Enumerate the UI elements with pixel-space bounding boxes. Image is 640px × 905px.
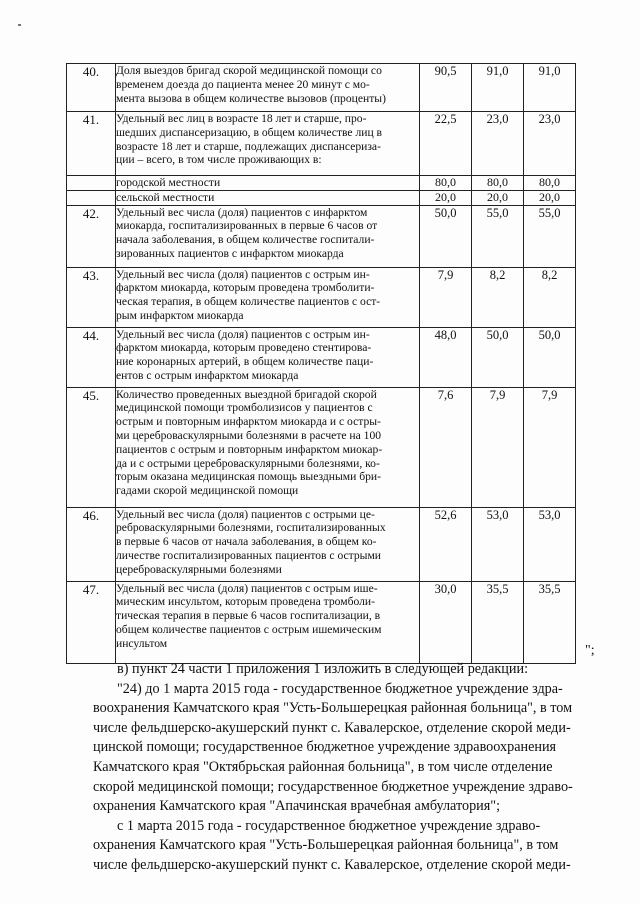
row-number: 43. [67, 267, 116, 327]
table-row [67, 327, 576, 387]
description-line: ми цереброваскулярными болезнями в расчете на 100 [116, 428, 382, 442]
description-line: временем доезда до пациента менее 20 минут с мо- [116, 77, 370, 91]
text-line: с 1 марта 2015 года - государственное бюджетное учреждение здраво- [117, 817, 541, 834]
table-closing-quote: "; [585, 643, 595, 658]
indicator-value-1: 7,9 [420, 267, 472, 327]
row-number: 44. [67, 327, 116, 387]
text-line: числе фельдшерско-акушерский пункт с. Кавалерское, отделение скорой меди- [93, 856, 571, 873]
row-number: 40. [67, 64, 116, 112]
table-row [67, 190, 576, 205]
description-line: да и с острыми цереброваскулярными болезнями, ко- [116, 456, 380, 470]
indicator-value-3: 50,0 [524, 327, 576, 387]
table-row [67, 387, 576, 507]
description-line: личестве госпитализированных пациентов с острыми [116, 548, 382, 562]
description-line: Удельный вес числа (доля) пациентов с острыми це- [116, 507, 375, 521]
indicator-value-3: 23,0 [524, 112, 576, 176]
text-line: цинской помощи; государственное бюджетное учреждение здравоохранения [93, 739, 557, 756]
description-line: реброваскулярными болезнями, госпитализированных [116, 521, 386, 535]
description-line: Удельный вес числа (доля) пациентов с острым ин- [116, 327, 370, 341]
description-line: тическая терапия в первые 6 часов госпитализации, в [116, 609, 381, 623]
description-line: медицинской помощи тромболизисов у пациентов с [116, 401, 373, 415]
indicator-value-3: 55,0 [524, 205, 576, 267]
description-line: рым инфарктом миокарда [116, 308, 244, 322]
description-line: гадами скорой медицинской помощи [116, 484, 299, 498]
table-row [67, 507, 576, 581]
indicator-value-3: 80,0 [524, 176, 576, 191]
description-line: начала заболевания, в общем количестве госпитали- [116, 233, 375, 247]
amendment-text [91, 660, 591, 876]
indicators-table-body [67, 64, 576, 664]
text-line: числе фельдшерско-акушерский пункт с. Кавалерское, отделение скорой меди- [93, 719, 571, 736]
indicator-value-2: 35,5 [472, 581, 524, 663]
description-line: Удельный вес числа (доля) пациентов с острым ин- [116, 267, 370, 281]
indicator-description [116, 327, 420, 387]
description-line: в первые 6 часов от начала заболевания, в общем ко- [116, 535, 377, 549]
text-line: охранения Камчатского края "Апачинская врачебная амбулатория"; [93, 798, 501, 815]
indicator-value-2: 7,9 [472, 387, 524, 507]
description-line: ции – всего, в том числе проживающих в: [116, 153, 322, 167]
indicator-value-2: 20,0 [472, 190, 524, 205]
indicator-value-3: 91,0 [524, 64, 576, 112]
table-row [67, 205, 576, 267]
row-number: 41. [67, 112, 116, 176]
description-line: острым и повторным инфарктом миокарда и с остры- [116, 415, 381, 429]
description-line: шедших диспансеризацию, в общем количестве лиц в [116, 125, 383, 139]
description-line: торым оказана медицинская помощь выездными бри- [116, 470, 381, 484]
description-line: зированных пациентов с инфарктом миокарда [116, 246, 344, 260]
indicator-description [116, 112, 420, 176]
indicator-value-2: 50,0 [472, 327, 524, 387]
indicator-value-1: 30,0 [420, 581, 472, 663]
indicator-value-3: 7,9 [524, 387, 576, 507]
indicators-table [66, 63, 576, 664]
indicator-value-1: 20,0 [420, 190, 472, 205]
indicator-value-2: 80,0 [472, 176, 524, 191]
indicator-value-1: 52,6 [420, 507, 472, 581]
description-line: миокарда, госпитализированных в первые 6 часов от [116, 219, 378, 233]
indicator-value-1: 80,0 [420, 176, 472, 191]
indicator-value-1: 48,0 [420, 327, 472, 387]
indicator-value-3: 20,0 [524, 190, 576, 205]
description-line: городской местности [116, 176, 221, 189]
indicator-value-2: 53,0 [472, 507, 524, 581]
table-row [67, 176, 576, 191]
row-number: 47. [67, 581, 116, 663]
row-number: 46. [67, 507, 116, 581]
description-line: ентов с острым инфарктом миокарда [116, 368, 299, 382]
indicator-value-3: 8,2 [524, 267, 576, 327]
amendment-paragraph-from-march [91, 817, 591, 876]
description-line: Количество проведенных выездной бригадой скорой [116, 387, 377, 401]
description-line: мическим инсультом, которым проведена тромболи- [116, 595, 375, 609]
description-line: фарктом миокарда, которым проведено стентирова- [116, 341, 372, 355]
indicator-description [116, 205, 420, 267]
description-line: Удельный вес лиц в возрасте 18 лет и старше, про- [116, 112, 367, 125]
indicator-value-3: 53,0 [524, 507, 576, 581]
table-row [67, 64, 576, 112]
row-number [67, 190, 116, 205]
description-line: ческая терапия, в общем количестве пациентов с ост- [116, 295, 381, 309]
description-line: Удельный вес числа (доля) пациентов с острым ише- [116, 581, 378, 595]
row-number: 42. [67, 205, 116, 267]
text-line: охранения Камчатского края "Усть-Большерецкая районная больница", в том [93, 837, 559, 854]
description-line: возрасте 18 лет и старше, подлежащих диспансериза- [116, 139, 381, 153]
text-line: Камчатского края "Октябрьская районная больница", в том числе отделение [93, 758, 553, 775]
indicator-value-1: 90,5 [420, 64, 472, 112]
indicator-value-2: 8,2 [472, 267, 524, 327]
description-line: Удельный вес числа (доля) пациентов с инфарктом [116, 205, 368, 219]
indicator-description [116, 176, 420, 191]
text-line: воохранения Камчатского края "Усть-Большерецкая районная больница", в том [93, 700, 573, 717]
indicator-value-2: 23,0 [472, 112, 524, 176]
indicator-value-1: 50,0 [420, 205, 472, 267]
indicator-value-2: 55,0 [472, 205, 524, 267]
indicator-value-1: 22,5 [420, 112, 472, 176]
row-number: 45. [67, 387, 116, 507]
description-line: ние коронарных артерий, в общем количестве паци- [116, 355, 374, 369]
indicator-description [116, 387, 420, 507]
description-line: пациентов с острым и повторным инфарктом миокар- [116, 442, 383, 456]
indicator-description [116, 64, 420, 112]
scan-speck [18, 24, 21, 26]
indicator-value-2: 91,0 [472, 64, 524, 112]
description-line: Доля выездов бригад скорой медицинской помощи со [116, 64, 382, 77]
description-line: инсультом [116, 636, 168, 650]
indicator-description [116, 581, 420, 663]
amendment-paragraph-24 [91, 680, 591, 817]
description-line: мента вызова в общем количестве вызовов (проценты) [116, 91, 386, 105]
indicator-description [116, 507, 420, 581]
text-line: "24) до 1 марта 2015 года - государственное бюджетное учреждение здра- [117, 680, 563, 697]
row-number [67, 176, 116, 191]
text-line: скорой медицинской помощи; государственное бюджетное учреждение здраво- [93, 778, 573, 795]
amendment-intro: в) пункт 24 части 1 приложения 1 изложить в следующей редакции: [117, 661, 529, 677]
indicator-description [116, 190, 420, 205]
description-line: сельской местности [116, 190, 215, 204]
indicator-value-3: 35,5 [524, 581, 576, 663]
table-row [67, 581, 576, 663]
indicator-description [116, 267, 420, 327]
indicator-value-1: 7,6 [420, 387, 472, 507]
description-line: фарктом миокарда, которым проведена тромболити- [116, 281, 375, 295]
table-row [67, 267, 576, 327]
description-line: цереброваскулярными болезнями [116, 562, 282, 576]
table-row [67, 112, 576, 176]
description-line: общем количестве пациентов с острым ишемическим [116, 622, 382, 636]
